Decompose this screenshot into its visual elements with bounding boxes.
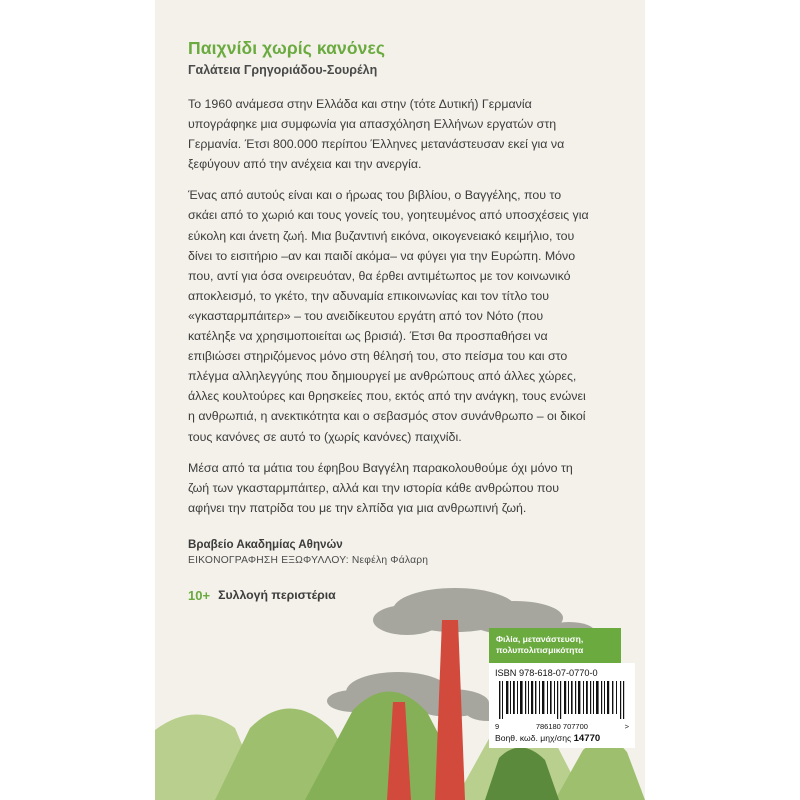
series-row xyxy=(188,588,593,603)
illustrator-credit: ΕΙΚΟΝΟΓΡΑΦΗΣΗ ΕΞΩΦΥΛΛΟΥ: Νεφέλη Φάλαρη xyxy=(188,554,429,566)
award-label: Βραβείο Ακαδημίας Αθηνών xyxy=(188,537,343,551)
blurb xyxy=(188,94,593,518)
age-badge: 10+ xyxy=(188,587,211,603)
barcode-box xyxy=(489,663,635,748)
blurb-paragraph: Το 1960 ανάμεσα στην Ελλάδα και στην (τότε Δυτική) Γερμανία υπογράφηκε μια συμφωνία για απασχόληση Ελλήνων εργατών στη Γερμανία. Έτσι 800.000 περίπου Έλληνες μετανάστευσαν εκεί για να ξεφύγουν από την ανέχεια και την ανεργία. xyxy=(188,97,565,172)
cover-text-block xyxy=(188,38,593,603)
author-name: Γαλάτεια Γρηγοριάδου-Σουρέλη xyxy=(188,63,378,77)
isbn-text: ISBN 978-618-07-0770-0 xyxy=(495,668,598,678)
book-back-cover xyxy=(155,0,645,800)
barcode-image xyxy=(495,681,629,721)
isbn-panel xyxy=(489,628,635,748)
awards-block xyxy=(188,538,593,566)
internal-code-line xyxy=(495,733,629,744)
barcode-digit-right: > xyxy=(624,722,629,731)
series-label: Συλλογή περιστέρια xyxy=(218,588,336,603)
blurb-paragraph: Μέσα από τα μάτια του έφηβου Βαγγέλη παρακολουθούμε όχι μόνο τη ζωή των γκασταρμπάιτερ, αλλά και την ιστορία κάθε ανθρώπου που αφήνει την πατρίδα του με την ελπίδα για μια ανθρωπινή ζωή. xyxy=(188,460,573,515)
internal-code-label: Βοηθ. κωδ. μηχ/σης xyxy=(495,733,572,743)
barcode-digit-left: 9 xyxy=(495,722,500,731)
barcode-digits xyxy=(495,722,629,731)
blurb-paragraph: Ένας από αυτούς είναι και ο ήρωας του βιβλίου, ο Βαγγέλης, που το σκάει από το χωριό και τους γονείς του, γοητευμένος από υποσχέσεις για εύκολη και άνετη ζωή. Μια βυζαντινή εικόνα, οικογενειακό κειμήλιο, του δίνει το εισιτήριο –αν και παιδί ακόμα– να φύγει για την Ευρώπη. Μόνο που, αντί για όσα ονειρευόταν, θα έρθει αντιμέτωπος με τον κοινωνικό αποκλεισμό, το γκέτο, την αδυναμία επικοινωνίας και τον τίτλο του «γκασταρμπάιτερ» – του ανειδίκευτου εργάτη από τον Νότο (που κατέληξε να χρησιμοποιείται ως βρισιά). Έτσι θα προσπαθήσει να επιβιώσει στηριζόμενος μόνο στη θέλησή του, στο πείσμα του και στο πλέγμα αλληλεγγύης που δημιουργεί με ανθρώπους από άλλες χώρες, άλλες κουλτούρες και θρησκείες που, εκτός από την ανάγκη, τους ενώνει η ανθρωπιά, η ανεκτικότητα και ο σεβασμός στον συνάνθρωπο – οι δικοί τους κανόνες σε αυτό το (χωρίς κανόνες) παιχνίδι. xyxy=(188,188,589,444)
page-title: Παιχνίδι χωρίς κανόνες xyxy=(188,38,386,58)
keywords-badge: Φιλία, μετανάστευση, πολυπολιτισμικότητα xyxy=(489,628,621,663)
chimney-tall xyxy=(435,620,465,800)
internal-code-value: 14770 xyxy=(573,733,601,744)
barcode-digit-main: 786180 707700 xyxy=(535,722,588,731)
